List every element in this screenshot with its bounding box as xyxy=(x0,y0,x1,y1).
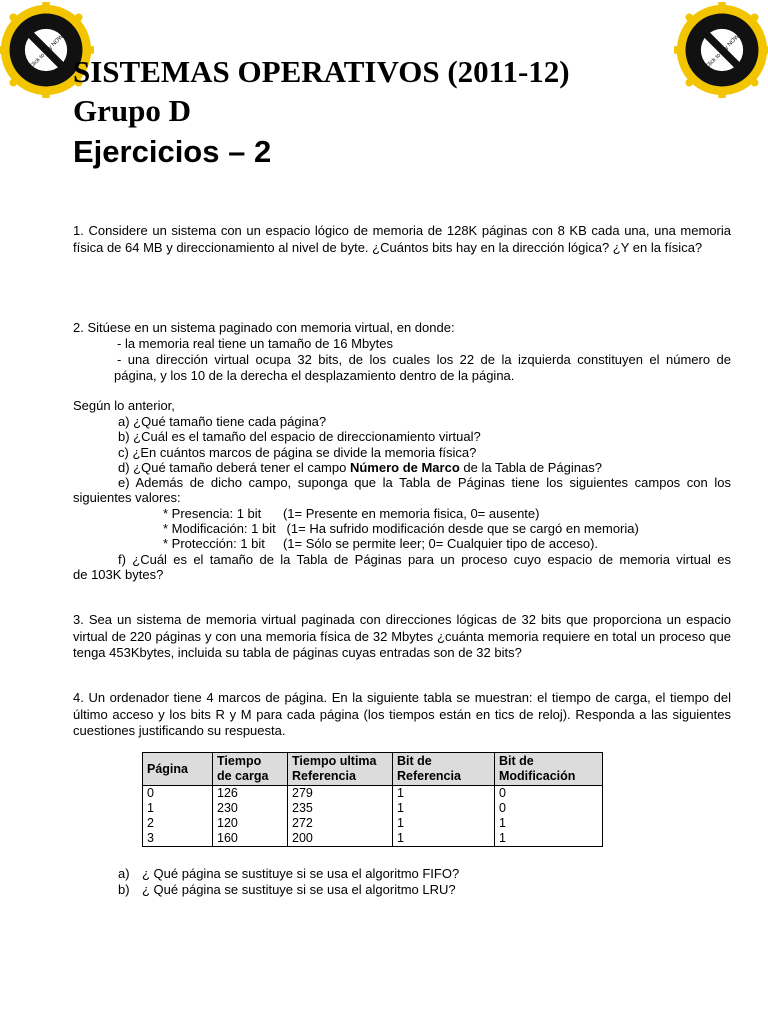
exercise-2-bullet-2-cont: página, y los 10 de la derecha el desplazamiento dentro de la página. xyxy=(114,368,515,383)
table-cell: 0 xyxy=(143,786,213,802)
svg-text:Click to buy NOW!: Click to buy NOW! xyxy=(28,32,67,71)
table-cell: 235 xyxy=(288,801,393,816)
column-header: Tiempo de carga xyxy=(213,753,288,786)
exercise-2-bullet-1: - la memoria real tiene un tamaño de 16 Mbytes xyxy=(117,336,394,351)
group-title: Grupo D xyxy=(73,93,191,128)
table-cell: 1 xyxy=(495,831,603,847)
exercise-2-segun: Según lo anterior, xyxy=(73,398,175,413)
field-modificacion: * Modificación: 1 bit (1= Ha sufrido modificación desde que se cargó en memoria) xyxy=(163,521,639,536)
table-cell: 200 xyxy=(288,831,393,847)
question-d-text-end: de la Tabla de Páginas? xyxy=(459,460,602,475)
table-cell: 1 xyxy=(393,816,495,831)
table-cell: 120 xyxy=(213,816,288,831)
column-header: Bit de Modificación xyxy=(495,753,603,786)
field-proteccion: * Protección: 1 bit (1= Sólo se permite leer; 0= Cualquier tipo de acceso). xyxy=(163,536,599,551)
table-row xyxy=(143,831,603,847)
table-row xyxy=(143,786,603,802)
table-cell: 3 xyxy=(143,831,213,847)
exercise-1: 1. Considere un sistema con un espacio lógico de memoria de 128K páginas con 8 KB cada una, una memoria física de 64 MB y direccionamiento al nivel de byte. ¿Cuántos bits hay en la dirección lógica? ¿Y en la física? xyxy=(73,223,731,255)
exercise-4: 4. Un ordenador tiene 4 marcos de página. En la siguiente tabla se muestran: el tiempo de carga, el tiempo del último acceso y los bits R y M para cada página (los tiempos están en tics de reloj). Responda a las siguientes cuestiones justificando su respuesta. xyxy=(73,690,731,738)
exercise-2-question-f-cont: de 103K bytes? xyxy=(73,567,164,582)
table-row xyxy=(143,816,603,831)
exercise-2-question-e-cont: siguientes valores: xyxy=(73,490,181,505)
table-header-row xyxy=(143,753,603,786)
table-cell: 272 xyxy=(288,816,393,831)
table-cell: 1 xyxy=(143,801,213,816)
exercise-3: 3. Sea un sistema de memoria virtual paginada con direcciones lógicas de 32 bits que proporciona un espacio virtual de 220 páginas y con una memoria física de 32 Mbytes ¿cuánta memoria requiere en total un proceso que tenga 453Kbytes, incluida su tabla de páginas cuyas entradas son de 32 bits? xyxy=(73,612,731,660)
document-title: SISTEMAS OPERATIVOS (2011-12) xyxy=(73,54,570,89)
exercise-2-question-b: b) ¿Cuál es el tamaño del espacio de direccionamiento virtual? xyxy=(118,429,481,444)
table-cell: 230 xyxy=(213,801,288,816)
column-header: Página xyxy=(143,753,213,786)
question-b-label: b) xyxy=(118,882,130,897)
column-header: Tiempo ultima Referencia xyxy=(288,753,393,786)
question-a-label: a) xyxy=(118,866,130,881)
exercise-2-question-e: e) Además de dicho campo, suponga que la Tabla de Páginas tiene los siguientes campos con los xyxy=(118,475,731,490)
table-cell: 160 xyxy=(213,831,288,847)
exercise-2-question-a: a) ¿Qué tamaño tiene cada página? xyxy=(118,414,327,429)
table-cell: 126 xyxy=(213,786,288,802)
exercise-2-bullet-2: - una dirección virtual ocupa 32 bits, de los cuales los 22 de la izquierda constituyen el número de xyxy=(117,352,731,367)
table-cell: 279 xyxy=(288,786,393,802)
field-presencia: * Presencia: 1 bit (1= Presente en memoria fisica, 0= ausente) xyxy=(163,506,540,521)
page-table xyxy=(142,752,603,847)
table-cell: 1 xyxy=(393,801,495,816)
svg-text:Click to buy NOW!: Click to buy NOW! xyxy=(704,32,743,71)
question-d-text: d) ¿Qué tamaño deberá tener el campo xyxy=(118,460,350,475)
table-cell: 0 xyxy=(495,801,603,816)
pdf-xchange-badge-right-icon[interactable] xyxy=(674,2,768,98)
question-a-text: ¿ Qué página se sustituye si se usa el algoritmo FIFO? xyxy=(142,866,460,881)
exercise-2-question-c: c) ¿En cuántos marcos de página se divide la memoria física? xyxy=(118,445,477,460)
question-b-text: ¿ Qué página se sustituye si se usa el algoritmo LRU? xyxy=(142,882,456,897)
question-d-bold: Número de Marco xyxy=(349,460,460,475)
exercise-2-question-f: f) ¿Cuál es el tamaño de la Tabla de Páginas para un proceso cuyo espacio de memoria virtual es xyxy=(118,552,731,567)
table-cell: 1 xyxy=(393,786,495,802)
table-cell: 0 xyxy=(495,786,603,802)
exercises-title: Ejercicios – 2 xyxy=(73,134,272,169)
exercise-2-intro: 2. Sitúese en un sistema paginado con memoria virtual, en donde: xyxy=(73,320,455,335)
table-row xyxy=(143,801,603,816)
table-cell: 1 xyxy=(495,816,603,831)
column-header: Bit de Referencia xyxy=(393,753,495,786)
table-cell: 1 xyxy=(393,831,495,847)
table-cell: 2 xyxy=(143,816,213,831)
